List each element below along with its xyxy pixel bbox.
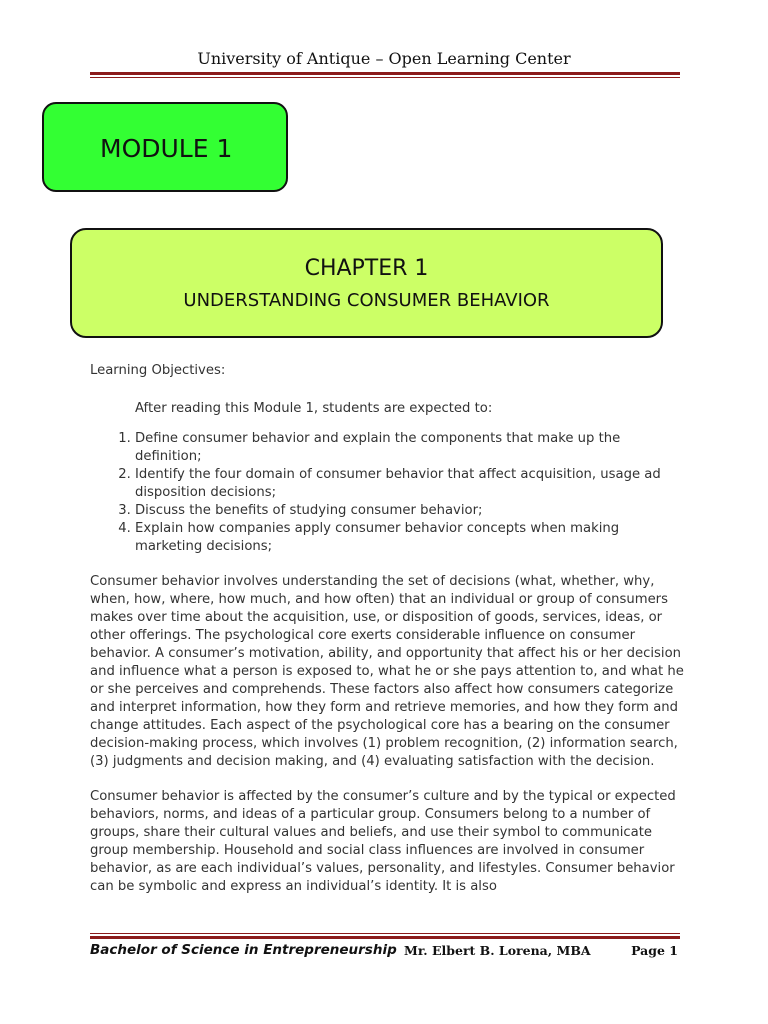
- header-rule-thin: [90, 77, 680, 78]
- objectives-list: [90, 430, 685, 556]
- chapter-box: [70, 228, 663, 338]
- module-box: [42, 102, 288, 192]
- objective-item: 2. Identify the four domain of consumer behavior that affect acquisition, usage ad disposition decisions;: [135, 466, 685, 502]
- objectives-heading: Learning Objectives:: [90, 363, 226, 378]
- footer-author: Mr. Elbert B. Lorena, MBA: [404, 943, 591, 958]
- footer-rule-thick: [90, 936, 680, 939]
- body-paragraph: Consumer behavior is affected by the consumer’s culture and by the typical or expected behaviors, norms, and ideas of a particular group. Consumers belong to a number of groups, share their cultural values and beliefs, and use their symbol to communicate group membership. Household and social class influences are involved in consumer behavior, as are each individual’s values, personality, and lifestyles. Consumer behavior can be symbolic and express an individual’s identity. It is also: [90, 789, 676, 894]
- chapter-title: UNDERSTANDING CONSUMER BEHAVIOR: [183, 290, 550, 311]
- footer-page-number: Page 1: [631, 943, 678, 958]
- objective-item: 1. Define consumer behavior and explain the components that make up the definition;: [135, 430, 685, 466]
- header-title: University of Antique – Open Learning Center: [197, 49, 571, 68]
- footer-rule-thin: [90, 933, 680, 934]
- objective-item: 4. Explain how companies apply consumer behavior concepts when making marketing decisions;: [135, 520, 685, 556]
- body-paragraph: Consumer behavior involves understanding the set of decisions (what, whether, why, when, how, where, how much, and how often) that an individual or group of consumers makes over time about the acquisition, use, or disposition of goods, services, ideas, or other offerings. The psychological core exerts considerable influence on consumer behavior. A consumer’s motivation, ability, and opportunity that affect his or her decision and influence what a person is exposed to, what he or she pays attention to, and what he or she perceives and comprehends. These factors also affect how consumers categorize and interpret information, how they form and retrieve memories, and how they form and change attitudes. Each aspect of the psychological core has a bearing on the consumer decision-making process, which involves (1) problem recognition, (2) information search, (3) judgments and decision making, and (4) evaluating satisfaction with the decision.: [90, 574, 684, 769]
- objective-item: 3. Discuss the benefits of studying consumer behavior;: [135, 502, 685, 520]
- chapter-number: CHAPTER 1: [304, 256, 429, 281]
- main-content: [90, 362, 685, 913]
- footer-program: Bachelor of Science in Entrepreneurship: [90, 942, 397, 958]
- header-rule-thick: [90, 72, 680, 75]
- module-label: MODULE 1: [100, 134, 233, 163]
- objectives-intro: After reading this Module 1, students are expected to:: [135, 401, 493, 416]
